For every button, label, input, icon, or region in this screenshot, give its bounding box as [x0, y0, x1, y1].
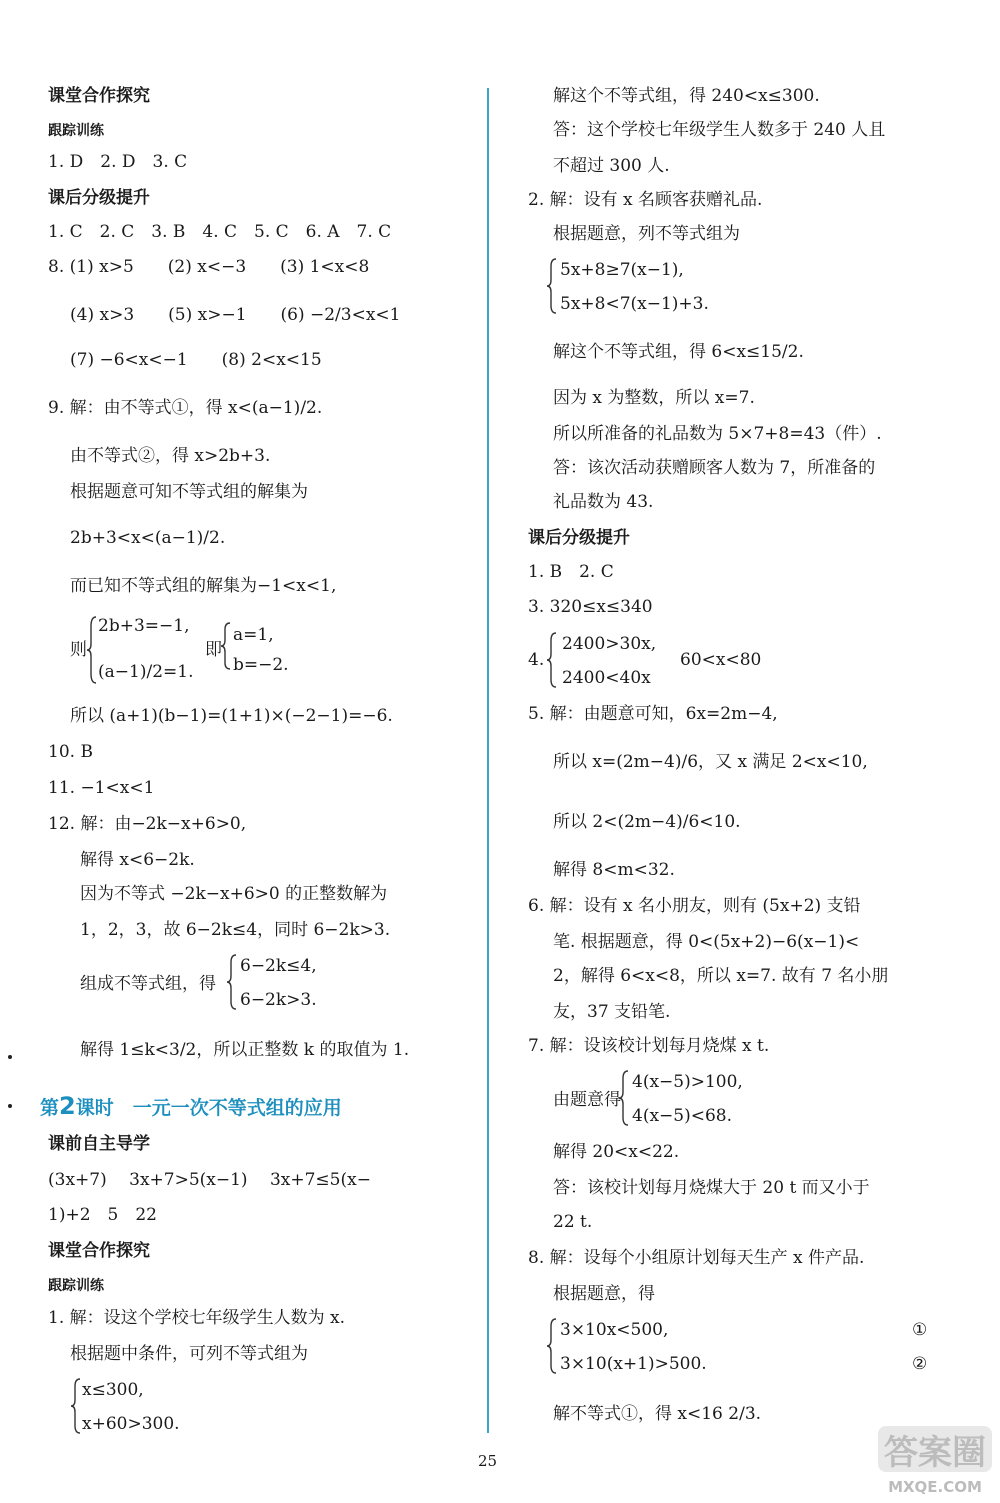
text-line: x≤300, [82, 1380, 144, 1400]
text-line: 1. D 2. D 3. C [48, 152, 188, 172]
watermark-text: 答案圈 [884, 1433, 986, 1473]
section-heading: 课后分级提升 [528, 528, 630, 548]
text-line: ② [912, 1354, 928, 1374]
brace-icon [546, 1318, 558, 1374]
text-line: 组成不等式组，得 [80, 974, 216, 994]
text-line: (a−1)/2=1. [98, 662, 194, 682]
text-line: 解得 1≤k<3/2，所以正整数 k 的取值为 1. [80, 1040, 410, 1060]
text-line: x+60>300. [82, 1414, 180, 1434]
watermark-url: MXQE.COM [888, 1478, 982, 1496]
text-line: 8. 解：设每个小组原计划每天生产 x 件产品. [528, 1248, 865, 1268]
text-line: 10. B [48, 742, 93, 762]
text-line: 所以 2<(2m−4)/6<10. [553, 812, 741, 832]
text-line: 因为 x 为整数，所以 x=7. [553, 388, 755, 408]
text-line: 答：该校计划每月烧煤大于 20 t 而又小于 [553, 1178, 870, 1198]
text-line: 22 t. [553, 1212, 593, 1232]
text-line: ① [912, 1320, 928, 1340]
text-line: 1. 解：设这个学校七年级学生人数为 x. [48, 1308, 346, 1328]
section-heading: 课前自主导学 [48, 1134, 150, 1154]
text-line: 2400>30x, [562, 634, 657, 654]
text-line: 6−2k>3. [240, 990, 317, 1010]
text-line: (3x+7) 3x+7>5(x−1) 3x+7≤5(x− [48, 1170, 371, 1190]
answer-watermark-icon [876, 1420, 994, 1498]
text-line: 不超过 300 人. [553, 156, 670, 176]
text-line: 所以 (a+1)(b−1)=(1+1)×(−2−1)=−6. [70, 706, 393, 726]
text-line: 笔. 根据题意，得 0<(5x+2)−6(x−1)< [553, 932, 860, 952]
text-line: a=1, [233, 625, 274, 645]
text-line: 解得 20<x<22. [553, 1142, 680, 1162]
text-line: 4(x−5)<68. [632, 1106, 733, 1126]
column-divider [487, 88, 489, 1433]
text-line: 解不等式①，得 x<16 2/3. [553, 1404, 762, 1424]
text-line: 由不等式②，得 x>2b+3. [70, 446, 271, 466]
text-line: 6−2k≤4, [240, 956, 317, 976]
text-line: 1. C 2. C 3. B 4. C 5. C 6. A 7. C [48, 222, 392, 242]
text-line: 即 [205, 640, 222, 660]
page-number: 25 [478, 1452, 498, 1470]
text-line: 根据题中条件，可列不等式组为 [70, 1344, 308, 1364]
text-line: 3. 320≤x≤340 [528, 597, 653, 617]
text-line: 答：这个学校七年级学生人数多于 240 人且 [553, 120, 886, 140]
brace-icon [70, 1378, 82, 1434]
text-line: 礼品数为 43. [553, 492, 654, 512]
text-line: 1，2，3，故 6−2k≤4，同时 6−2k>3. [80, 920, 391, 940]
text-line: 答：该次活动获赠顾客人数为 7，所准备的 [553, 458, 876, 478]
text-line: (4) x>3 (5) x>−1 (6) −2/3<x<1 [70, 305, 401, 325]
text-line: 1. B 2. C [528, 562, 614, 582]
text-line: 12. 解：由−2k−x+6>0, [48, 814, 247, 834]
section-heading: 课堂合作探究 [48, 86, 150, 106]
text-line: 解这个不等式组，得 240<x≤300. [553, 86, 820, 106]
margin-dot [8, 1104, 12, 1108]
brace-icon [220, 622, 232, 670]
text-line: 9. 解：由不等式①，得 x<(a−1)/2. [48, 398, 323, 418]
section-heading: 课后分级提升 [48, 188, 150, 208]
text-line: 由题意得 [553, 1090, 621, 1110]
text-line: 根据题意，得 [553, 1284, 655, 1304]
lesson-title: 第2课时 一元一次不等式组的应用 [40, 1092, 342, 1120]
text-line: 5. 解：由题意可知，6x=2m−4, [528, 704, 778, 724]
text-line: 2. 解：设有 x 名顾客获赠礼品. [528, 190, 763, 210]
brace-icon [546, 632, 558, 688]
section-heading: 跟踪训练 [48, 123, 104, 139]
text-line: 解这个不等式组，得 6<x≤15/2. [553, 342, 804, 362]
text-line: 4(x−5)>100, [632, 1072, 743, 1092]
text-line: 解得 8<m<32. [553, 860, 675, 880]
text-line: 60<x<80 [680, 650, 762, 670]
text-line: 8. (1) x>5 (2) x<−3 (3) 1<x<8 [48, 257, 370, 277]
text-line: 所以所准备的礼品数为 5×7+8=43（件）. [553, 424, 882, 444]
text-line: 7. 解：设该校计划每月烧煤 x t. [528, 1036, 770, 1056]
text-line: 而已知不等式组的解集为−1<x<1, [70, 576, 337, 596]
text-line: 3×10x<500, [560, 1320, 669, 1340]
text-line: 6. 解：设有 x 名小朋友，则有 (5x+2) 支铅 [528, 896, 861, 916]
text-line: 2b+3=−1, [98, 616, 190, 636]
text-line: 2400<40x [562, 668, 651, 688]
text-line: 解得 x<6−2k. [80, 850, 195, 870]
text-line: 2，解得 6<x<8，所以 x=7. 故有 7 名小朋 [553, 966, 889, 986]
text-line: 11. −1<x<1 [48, 778, 155, 798]
section-heading: 跟踪训练 [48, 1278, 104, 1294]
text-line: 5x+8<7(x−1)+3. [560, 294, 709, 314]
text-line: 4. [528, 650, 545, 670]
text-line: 根据题意，列不等式组为 [553, 224, 740, 244]
text-line: 所以 x=(2m−4)/6，又 x 满足 2<x<10, [553, 752, 868, 772]
text-line: 1)+2 5 22 [48, 1205, 157, 1225]
text-line: 3×10(x+1)>500. [560, 1354, 707, 1374]
text-line: (7) −6<x<−1 (8) 2<x<15 [70, 350, 322, 370]
section-heading: 课堂合作探究 [48, 1241, 150, 1261]
text-line: 因为不等式 −2k−x+6>0 的正整数解为 [80, 884, 388, 904]
brace-icon [86, 616, 98, 684]
brace-icon [226, 954, 238, 1010]
text-line: 则 [70, 640, 87, 660]
text-line: 友，37 支铅笔. [553, 1002, 671, 1022]
text-line: 5x+8≥7(x−1), [560, 260, 684, 280]
brace-icon [546, 258, 558, 314]
text-line: 根据题意可知不等式组的解集为 [70, 482, 308, 502]
margin-dot [8, 1055, 12, 1059]
text-line: 2b+3<x<(a−1)/2. [70, 528, 226, 548]
text-line: b=−2. [233, 655, 289, 675]
brace-icon [618, 1070, 630, 1126]
